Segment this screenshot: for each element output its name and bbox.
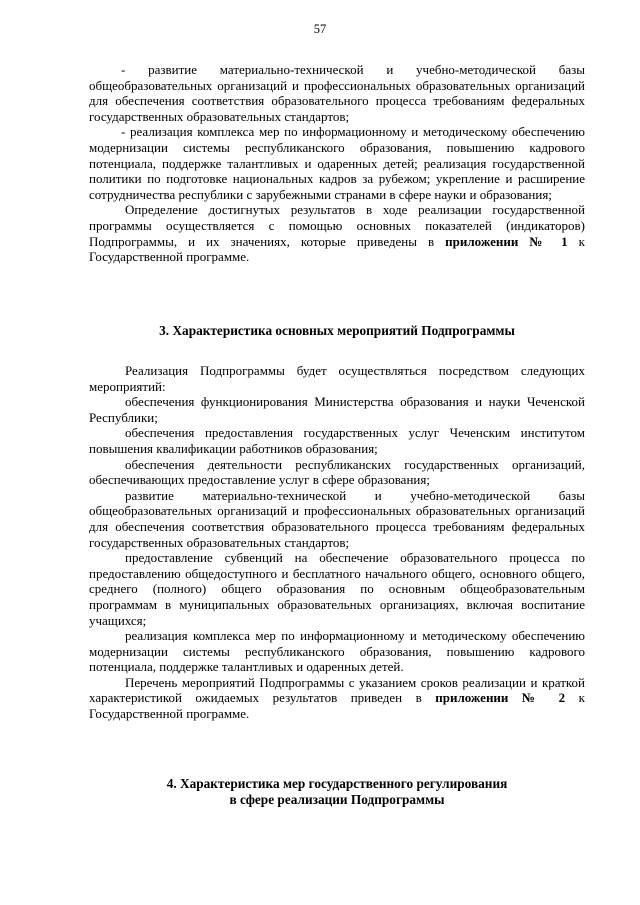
section-4-heading-line1: 4. Характеристика мер государственного регулирования (166, 776, 508, 791)
section-paragraph: Реализация Подпрограммы будет осуществляться посредством следующих мероприятий: (89, 363, 585, 394)
appendix-reference: приложении № 2 (435, 690, 566, 706)
section-3-body (89, 363, 585, 722)
appendix-reference: приложении № 1 (445, 233, 568, 249)
section-paragraph: обеспечения предоставления государственных услуг Чеченским институтом повышения квалификации работников образования; (89, 425, 585, 456)
section-3-heading: 3. Характеристика основных мероприятий Подпрограммы (159, 323, 515, 338)
list-text-end: к Государственной программе. (89, 690, 585, 722)
section-paragraph: обеспечения деятельности республиканских государственных организаций, обеспечивающих предоставление услуг в сфере образования; (89, 456, 585, 488)
top-section (89, 62, 585, 265)
results-text: Определение достигнутых результатов в ходе реализации государственной программы осуществляется с помощью основных показателей (индикаторов) Подпрограммы, и их значениях, которые приведены в (89, 202, 585, 249)
section-paragraph: реализация комплекса мер по информационному и методическому обеспечению модернизации системы республиканского образования, повышению кадрового потенциала, поддержке талантливых и одаренных детей. (89, 628, 585, 675)
section-4-heading-line2: в сфере реализации Подпрограммы (229, 791, 445, 807)
results-text-end: к Государственной программе. (89, 233, 585, 265)
section-3-heading-block (89, 323, 585, 339)
section-paragraph: обеспечения функционирования Министерства образования и науки Чеченской Республики; (89, 394, 585, 425)
list-paragraph (89, 675, 585, 722)
bullet-paragraph: - развитие материально-технической и учебно-методической базы общеобразовательных организаций и профессиональных образовательных организаций для обеспечения соответствия образовательного процесса требованиям федеральных государственных образовательных стандартов; (89, 62, 585, 124)
list-text: Перечень мероприятий Подпрограммы с указанием сроков реализации и краткой характеристикой ожидаемых результатов приведен в (89, 674, 585, 706)
bullet-paragraph: - реализация комплекса мер по информационному и методическому обеспечению модернизации системы республиканского образования, повышению кадрового потенциала, поддержке талантливых и одаренных детей; реализация государственной политики по подготовке национальных кадров за рубежом; укрепление и расширение сотрудничества республики с зарубежными странами в сфере науки и образования; (89, 124, 585, 202)
results-paragraph (89, 202, 585, 264)
section-4-heading-block (89, 776, 585, 807)
section-paragraph: развитие материально-технической и учебно-методической базы общеобразовательных организаций и профессиональных образовательных организаций для обеспечения соответствия образовательного процесса требованиям федеральных государственных образовательных стандартов; (89, 487, 585, 550)
page-number: 57 (313, 22, 327, 36)
section-paragraph: предоставление субвенций на обеспечение образовательного процесса по предоставлению общедоступного и бесплатного начального общего, основного общего, среднего (полного) общего образования по основным общеобразовательным программам в муниципальных образовательных организациях, включая воспитание учащихся; (89, 550, 585, 628)
